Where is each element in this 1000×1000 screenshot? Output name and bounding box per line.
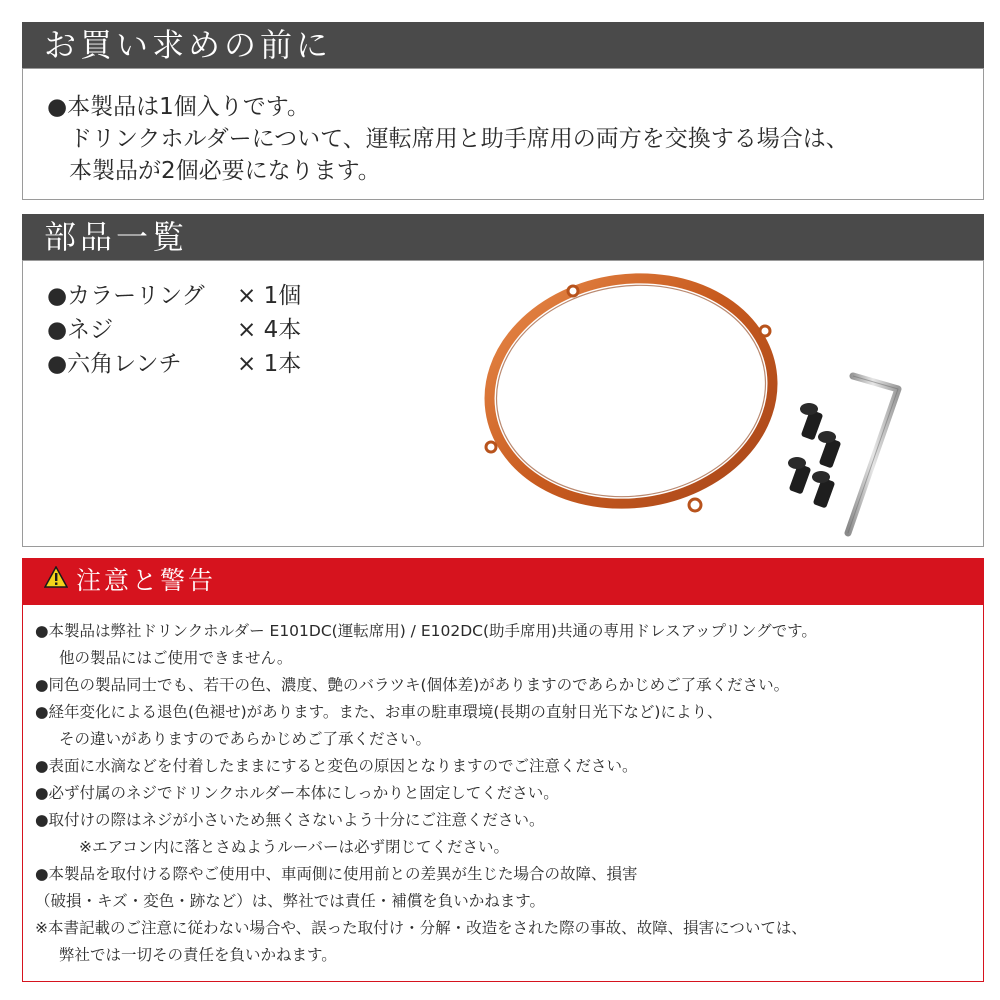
warning-line: ※エアコン内に落とさぬようルーバーは必ず閉じてください。 bbox=[79, 838, 509, 856]
warning-section-box bbox=[22, 604, 984, 982]
intro-section-title: お買い求めの前に bbox=[22, 22, 984, 68]
part-name: ●カラーリング bbox=[47, 283, 205, 309]
warning-line: ●表面に水滴などを付着したままにすると変色の原因となりますのでご注意ください。 bbox=[35, 757, 638, 775]
intro-section-box bbox=[22, 68, 984, 200]
warning-line: （破損・キズ・変色・跡など）は、弊社では責任・補償を負いかねます。 bbox=[35, 892, 545, 910]
warning-line: 弊社では一切その責任を負いかねます。 bbox=[59, 946, 337, 964]
product-image bbox=[443, 261, 943, 546]
color-ring-image bbox=[475, 261, 787, 522]
parts-section-title: 部品一覧 bbox=[22, 214, 984, 260]
intro-line-3: 本製品が2個必要になります。 bbox=[69, 158, 381, 184]
parts-section-box bbox=[22, 260, 984, 547]
warning-line: ●経年変化による退色(色褪せ)があります。また、お車の駐車環境(長期の直射日光下など)により、 bbox=[35, 703, 723, 721]
warning-line: 他の製品にはご使用できません。 bbox=[59, 649, 293, 667]
part-item-screw bbox=[47, 311, 301, 344]
part-item-hex-wrench bbox=[47, 345, 301, 378]
warning-line: ●必ず付属のネジでドリンクホルダー本体にしっかりと固定してください。 bbox=[35, 784, 559, 802]
warning-section-title bbox=[22, 558, 984, 604]
warning-title-text: 注意と警告 bbox=[76, 566, 217, 595]
part-item-color-ring bbox=[47, 277, 301, 310]
hex-wrench-image bbox=[848, 376, 898, 533]
warning-line: ●本製品は弊社ドリンクホルダー E101DC(運転席用) / E102DC(助手席用)共通の専用ドレスアップリングです。 bbox=[35, 622, 817, 640]
part-qty: × 1本 bbox=[237, 351, 302, 377]
warning-line: ※本書記載のご注意に従わない場合や、誤った取付け・分解・改造をされた際の事故、故障、損害については、 bbox=[35, 919, 807, 937]
warning-line: ●同色の製品同士でも、若干の色、濃度、艶のバラツキ(個体差)がありますのであらかじめご了承ください。 bbox=[35, 676, 790, 694]
intro-line-2: ドリンクホルダーについて、運転席用と助手席用の両方を交換する場合は、 bbox=[69, 126, 849, 152]
warning-triangle-icon bbox=[44, 557, 68, 603]
intro-line-1: ●本製品は1個入りです。 bbox=[47, 94, 310, 120]
screw-image bbox=[788, 403, 841, 509]
warning-line: ●取付けの際はネジが小さいため無くさないよう十分にご注意ください。 bbox=[35, 811, 545, 829]
warning-line: ●本製品を取付ける際やご使用中、車両側に使用前との差異が生じた場合の故障、損害 bbox=[35, 865, 638, 883]
part-name: ●ネジ bbox=[47, 317, 114, 343]
part-qty: × 4本 bbox=[237, 317, 302, 343]
part-qty: × 1個 bbox=[237, 283, 302, 309]
part-name: ●六角レンチ bbox=[47, 351, 182, 377]
warning-line: その違いがありますのであらかじめご了承ください。 bbox=[59, 730, 432, 748]
